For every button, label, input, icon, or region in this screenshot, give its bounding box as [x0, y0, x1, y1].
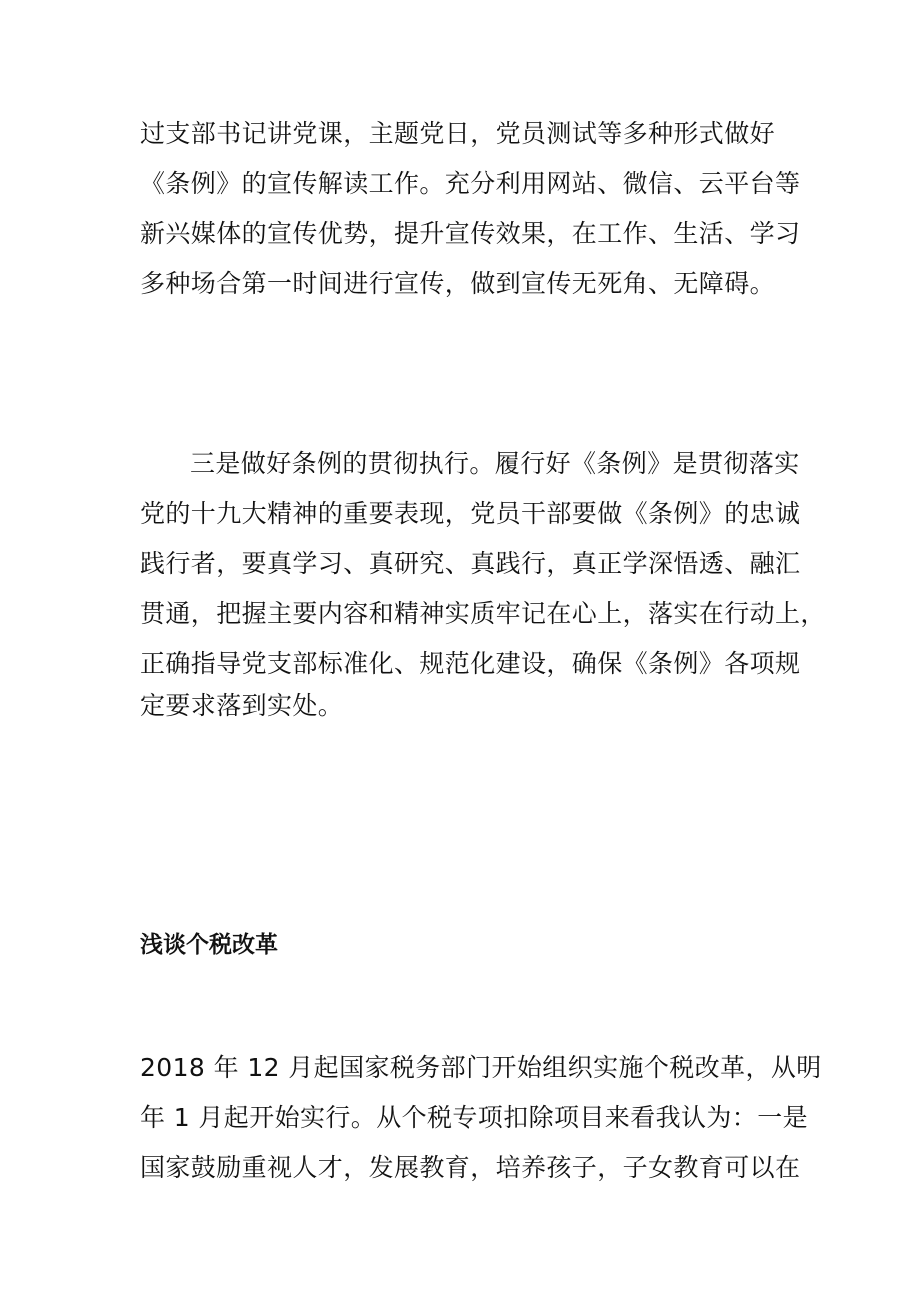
- section-title: 浅谈个税改革: [140, 932, 278, 958]
- paragraph-line: 多种场合第一时间进行宣传，做到宣传无死角、无障碍。: [140, 269, 776, 298]
- paragraph-line: 正确指导党支部标准化、规范化建设，确保《条例》各项规: [140, 649, 801, 678]
- paragraph-line: 《条例》的宣传解读工作。充分利用网站、微信、云平台等: [140, 169, 801, 198]
- paragraph-line: 贯通，把握主要内容和精神实质牢记在心上，落实在行动上，: [140, 599, 826, 628]
- paragraph-line: 新兴媒体的宣传优势，提升宣传效果，在工作、生活、学习: [140, 219, 801, 248]
- paragraph-line: 年 1 月起开始实行。从个税专项扣除项目来看我认为：一是: [140, 1103, 809, 1132]
- paragraph-line: 党的十九大精神的重要表现，党员干部要做《条例》的忠诚: [140, 499, 801, 528]
- paragraph-line: 践行者，要真学习、真研究、真践行，真正学深悟透、融汇: [140, 549, 801, 578]
- paragraph-line: 三是做好条例的贯彻执行。履行好《条例》是贯彻落实: [190, 449, 800, 478]
- paragraph-line: 国家鼓励重视人才，发展教育，培养孩子，子女教育可以在: [140, 1153, 801, 1182]
- paragraph-line: 过支部书记讲党课，主题党日，党员测试等多种形式做好: [140, 119, 776, 148]
- paragraph-line: 定要求落到实处。: [140, 691, 344, 720]
- paragraph-line: 2018 年 12 月起国家税务部门开始组织实施个税改革，从明: [140, 1053, 822, 1082]
